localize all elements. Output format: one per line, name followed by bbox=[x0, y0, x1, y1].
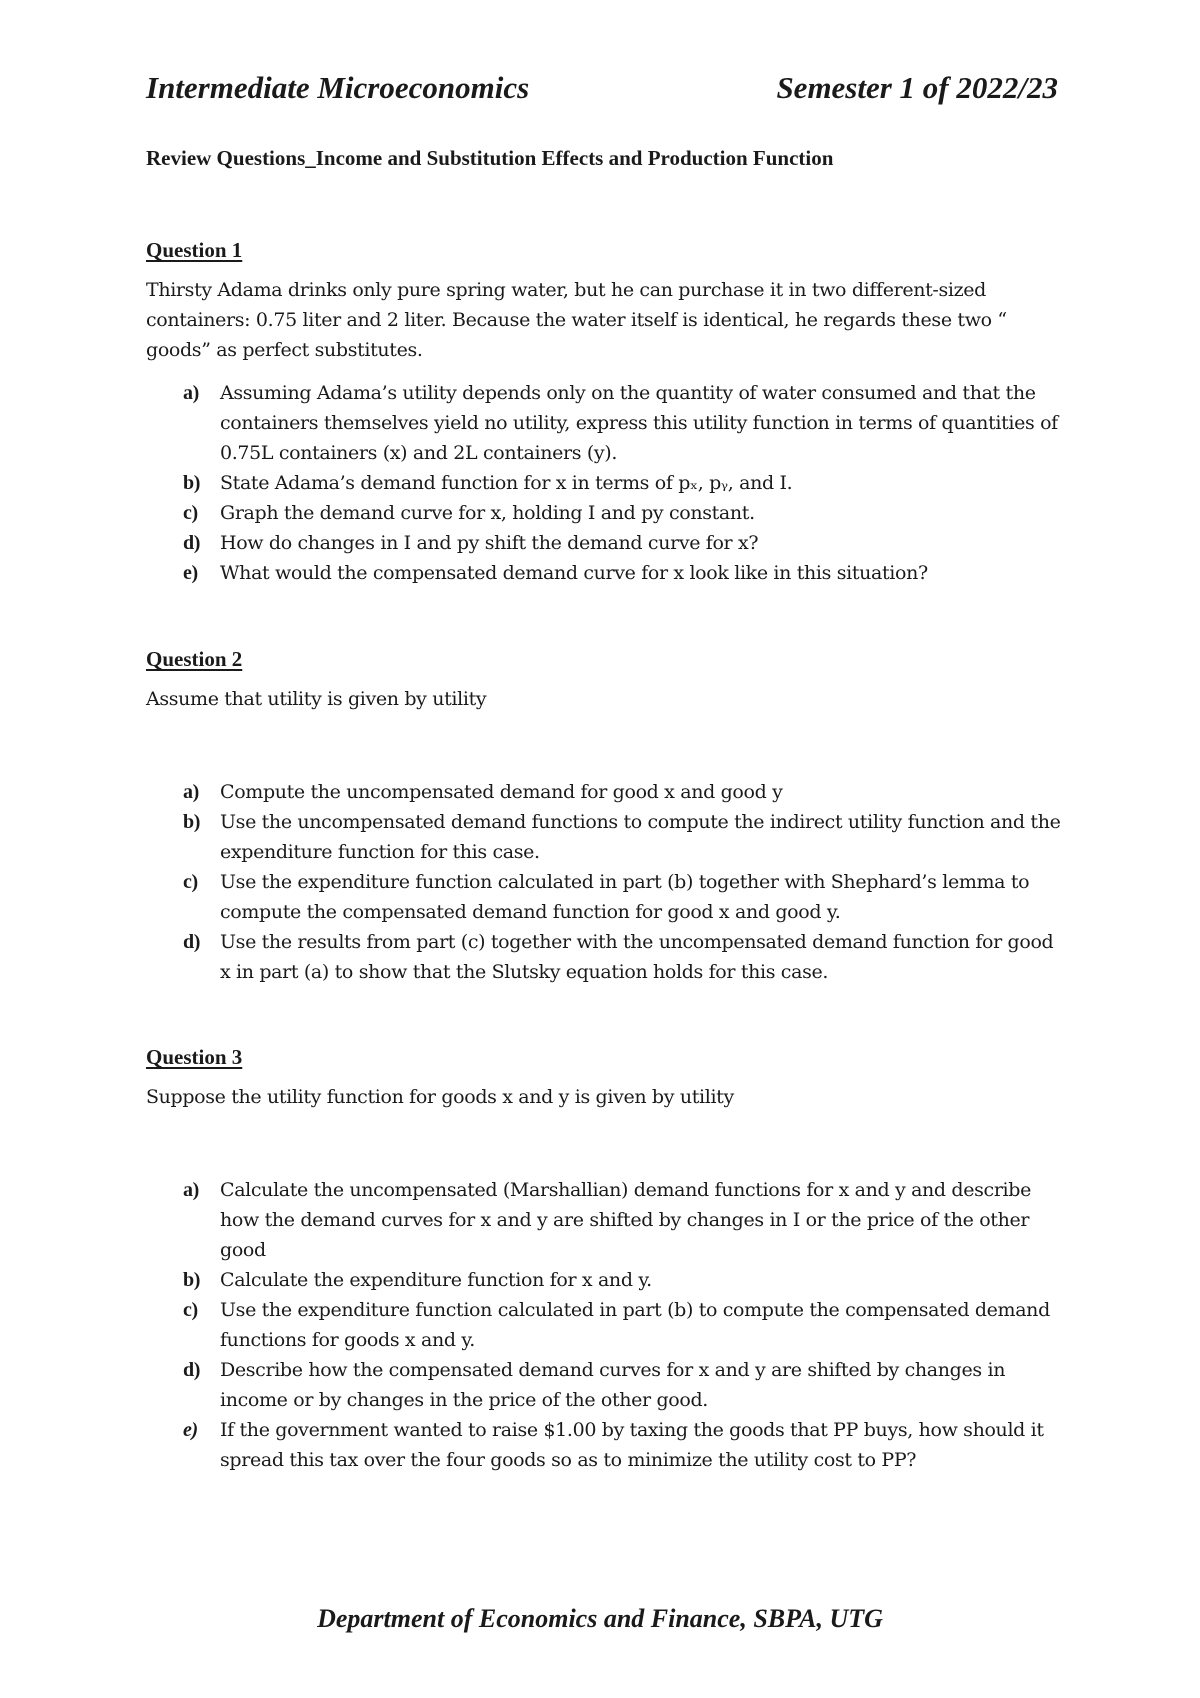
list-item bbox=[146, 807, 1066, 867]
item-marker: d) bbox=[183, 532, 201, 554]
question-3-intro: Suppose the utility function for goods x and y is given by utility bbox=[146, 1086, 734, 1108]
document-title: Review Questions_Income and Substitution Effects and Production Function bbox=[146, 146, 834, 170]
item-text: Compute the uncompensated demand for good x and good y bbox=[220, 781, 783, 803]
list-item bbox=[146, 378, 1066, 468]
question-2-items bbox=[146, 777, 1066, 987]
item-text: How do changes in I and py shift the demand curve for x? bbox=[220, 532, 759, 554]
list-item bbox=[146, 867, 1066, 927]
list-item bbox=[146, 1265, 1066, 1295]
question-3-heading: Question 3 bbox=[146, 1045, 243, 1069]
item-marker: c) bbox=[183, 1299, 198, 1321]
item-marker: c) bbox=[183, 502, 198, 524]
page-header bbox=[146, 70, 1058, 106]
question-3-section bbox=[146, 1045, 1066, 1475]
item-text: Use the expenditure function calculated in part (b) together with Shephard’s lemma to compute the compensated demand function for good x and good y. bbox=[220, 871, 1030, 923]
item-text: State Adama’s demand function for x in terms of pₓ, pᵧ, and I. bbox=[220, 472, 793, 494]
item-marker: e) bbox=[183, 562, 198, 584]
list-item bbox=[146, 1415, 1066, 1475]
item-marker: a) bbox=[183, 781, 199, 803]
list-item bbox=[146, 1355, 1066, 1415]
question-1-items bbox=[146, 378, 1066, 588]
question-2-intro: Assume that utility is given by utility bbox=[146, 688, 487, 710]
question-3-items bbox=[146, 1175, 1066, 1475]
item-text: Describe how the compensated demand curves for x and y are shifted by changes in income or by changes in the price of the other good. bbox=[220, 1359, 1006, 1411]
list-item bbox=[146, 1295, 1066, 1355]
item-marker: b) bbox=[183, 1269, 201, 1291]
item-marker: a) bbox=[183, 382, 199, 404]
question-1-section bbox=[146, 238, 1066, 588]
item-text: Calculate the uncompensated (Marshallian) demand functions for x and y and describe how the demand curves for x and y are shifted by changes in I or the price of the other good bbox=[220, 1179, 1031, 1261]
list-item bbox=[146, 1175, 1066, 1265]
semester-label: Semester 1 of 2022/23 bbox=[776, 70, 1058, 105]
question-1-heading: Question 1 bbox=[146, 238, 243, 262]
item-text: Use the expenditure function calculated in part (b) to compute the compensated demand functions for goods x and y. bbox=[220, 1299, 1050, 1351]
list-item bbox=[146, 468, 1066, 498]
list-item bbox=[146, 498, 1066, 528]
item-marker: d) bbox=[183, 931, 201, 953]
question-2-section bbox=[146, 647, 1066, 987]
page-footer: Department of Economics and Finance, SBPA, UTG bbox=[317, 1604, 883, 1633]
course-title: Intermediate Microeconomics bbox=[146, 70, 530, 105]
item-text: Assuming Adama’s utility depends only on the quantity of water consumed and that the containers themselves yield no utility, express this utility function in terms of quantities of 0.75L containers (x) and 2L containers (y). bbox=[220, 382, 1058, 464]
item-marker: b) bbox=[183, 811, 201, 833]
question-2-heading: Question 2 bbox=[146, 647, 243, 671]
item-text: What would the compensated demand curve for x look like in this situation? bbox=[220, 562, 928, 584]
list-item bbox=[146, 558, 1066, 588]
item-text: Use the results from part (c) together with the uncompensated demand function for good x in part (a) to show that the Slutsky equation holds for this case. bbox=[220, 931, 1054, 983]
item-text: Use the uncompensated demand functions to compute the indirect utility function and the expenditure function for this case. bbox=[220, 811, 1061, 863]
item-text: Graph the demand curve for x, holding I and py constant. bbox=[220, 502, 755, 524]
item-marker: d) bbox=[183, 1359, 201, 1381]
item-text: Calculate the expenditure function for x and y. bbox=[220, 1269, 652, 1291]
item-marker: b) bbox=[183, 472, 201, 494]
item-marker: e) bbox=[183, 1419, 198, 1441]
list-item bbox=[146, 927, 1066, 987]
item-marker: a) bbox=[183, 1179, 199, 1201]
list-item bbox=[146, 777, 1066, 807]
list-item bbox=[146, 528, 1066, 558]
item-marker: c) bbox=[183, 871, 198, 893]
item-text: If the government wanted to raise $1.00 by taxing the goods that PP buys, how should it spread this tax over the four goods so as to minimize the utility cost to PP? bbox=[220, 1419, 1044, 1471]
question-1-intro: Thirsty Adama drinks only pure spring water, but he can purchase it in two different-sized containers: 0.75 liter and 2 liter. Because the water itself is identical, he regards these two “ goods” as perfect substitutes. bbox=[146, 279, 1007, 361]
